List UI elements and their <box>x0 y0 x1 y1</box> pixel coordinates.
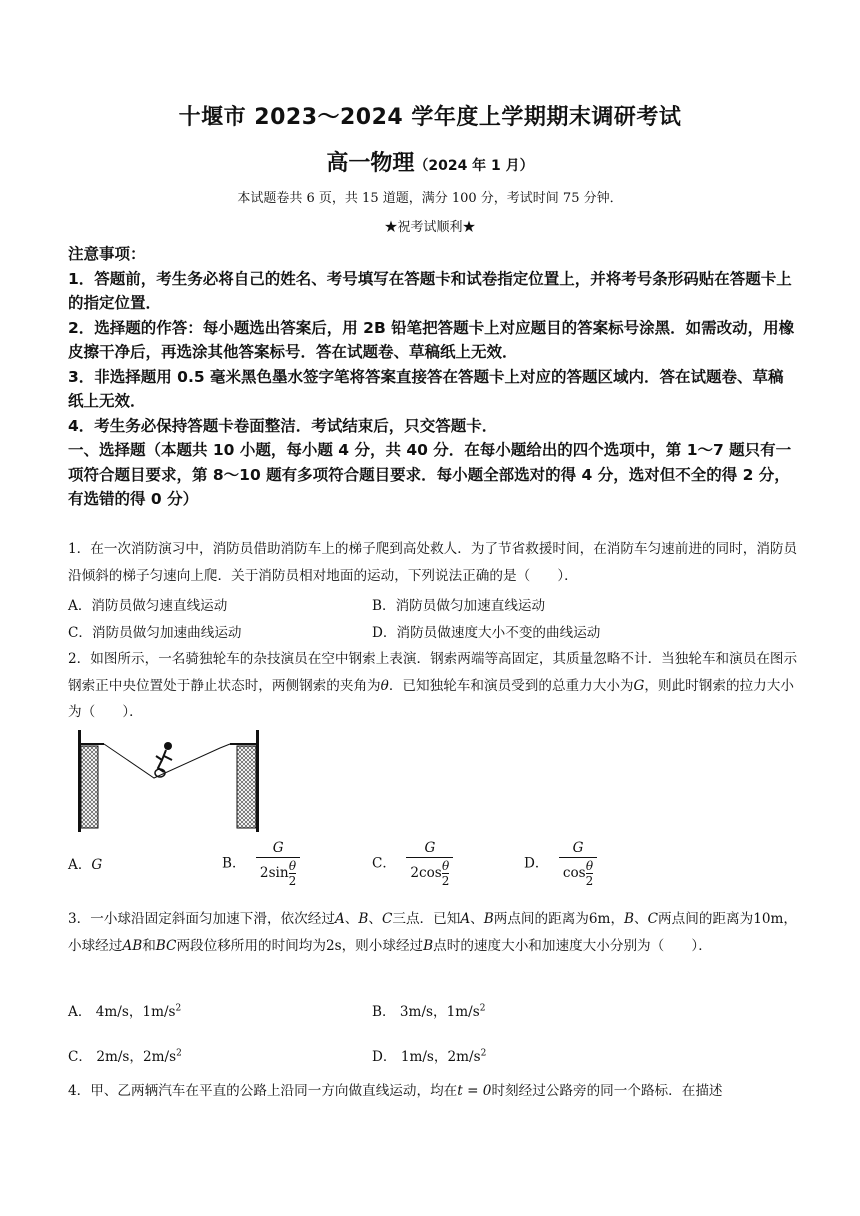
exam-title: 十堰市 2023～2024 学年度上学期期末调研考试 <box>178 105 682 130</box>
option-c-fraction: G 2cos $\frac{\theta}{2}$ <box>406 840 453 888</box>
option-b-fraction: G 2sin $\frac{\theta}{2}$ <box>256 840 300 888</box>
question-1 <box>68 536 798 589</box>
theta-symbol: θ <box>380 677 389 694</box>
exam-wish: ★祝考试顺利★ <box>384 220 476 235</box>
question-2-option-a: A．G <box>68 857 103 873</box>
exam-subject <box>0 146 860 177</box>
note-item-3: 3．非选择题用 0.5 毫米黑色墨水签字笔将答案直接答在答题卡上对应的答题区域内．答在试题卷、草稿纸上无效． <box>68 367 784 410</box>
question-3-option-b: B． 3m/s，$1m/s^2$ <box>372 1003 486 1020</box>
section-heading: 一、选择题（本题共 10 小题，每小题 4 分，共 40 分．在每小题给出的四个选项中，第 1～7 题只有一项符合题目要求，第 8～10 题有多项符合题目要求．每小题全部选对的得 4 分，选对但不全的得 2 分，有选错的得 0 分） <box>68 441 792 508</box>
notes-section <box>68 242 798 512</box>
question-1-option-b: B．消防员做匀加速直线运动 <box>372 598 546 614</box>
exam-date: （2024 年 1 月） <box>414 158 534 174</box>
question-2 <box>68 646 798 726</box>
question-1-option-a: A．消防员做匀速直线运动 <box>68 598 228 614</box>
right-tower-net <box>237 746 256 828</box>
question-1-stem: 1．在一次消防演习中，消防员借助消防车上的梯子爬到高处救人．为了节省救援时间，在消防车匀速前进的同时，消防员沿倾斜的梯子匀速向上爬．关于消防员相对地面的运动，下列说法正确的是（ ）． <box>68 541 798 584</box>
option-d-fraction: G cos $\frac{\theta}{2}$ <box>559 840 597 888</box>
question-3-option-a: A． 4m/s，$1m/s^2$ <box>68 1003 182 1020</box>
note-item-1: 1．答题前，考生务必将自己的姓名、考号填写在答题卡和试卷指定位置上，并将考号条形码贴在答题卡上的指定位置． <box>68 269 792 312</box>
question-4 <box>68 1078 798 1105</box>
left-tower-net <box>81 746 98 828</box>
question-3-stem: 3．一小球沿固定斜面匀加速下滑，依次经过A、B、C三点．已知A、B两点间的距离为6m，B、C两点间的距离为10m，小球经过AB和BC两段位移所用的时间均为2s，则小球经过B点时的速度大小和加速度大小分别为（ ）． <box>68 911 797 954</box>
question-2-option-b: B． G 2sin $\frac{\theta}{2}$ <box>222 840 300 888</box>
question-1-option-d: D．消防员做速度大小不变的曲线运动 <box>372 625 601 641</box>
question-2-option-c: C． G 2cos $\frac{\theta}{2}$ <box>372 840 453 888</box>
subject-name: 高一物理 <box>326 151 415 176</box>
question-3 <box>68 906 798 959</box>
question-3-option-c: C． 2m/s，$2m/s^2$ <box>68 1048 182 1065</box>
exam-intro: 本试题卷共 6 页，共 15 道题，满分 100 分，考试时间 75 分钟． <box>237 191 623 206</box>
note-item-4: 4．考生务必保持答题卡卷面整洁．考试结束后，只交答题卡． <box>68 416 498 435</box>
question-4-stem: 4．甲、乙两辆汽车在平直的公路上沿同一方向做直线运动，均在t = 0时刻经过公路旁的同一个路标．在描述 <box>68 1083 723 1099</box>
question-2-option-d: D． G cos $\frac{\theta}{2}$ <box>524 840 597 888</box>
gravity-symbol: G <box>633 677 645 694</box>
question-2-stem: 2．如图所示，一名骑独轮车的杂技演员在空中钢索上表演．钢索两端等高固定，其质量忽略不计．当独轮车和演员在图示钢索正中央位置处于静止状态时，两侧钢索的夹角为θ．已知独轮车和演员受到的总重力大小为G，则此时钢索的拉力大小为（ ）． <box>68 651 798 720</box>
notes-heading: 注意事项： <box>68 245 146 263</box>
tightrope-figure <box>70 726 270 836</box>
note-item-2: 2．选择题的作答：每小题选出答案后，用 2B 铅笔把答题卡上对应题目的答案标号涂黑．如需改动，用橡皮擦干净后，再选涂其他答案标号．答在试题卷、草稿纸上无效． <box>68 318 795 361</box>
question-3-option-d: D． 1m/s，$2m/s^2$ <box>372 1048 487 1065</box>
question-1-option-c: C．消防员做匀加速曲线运动 <box>68 625 242 641</box>
unicycle-performer-icon <box>155 742 172 777</box>
